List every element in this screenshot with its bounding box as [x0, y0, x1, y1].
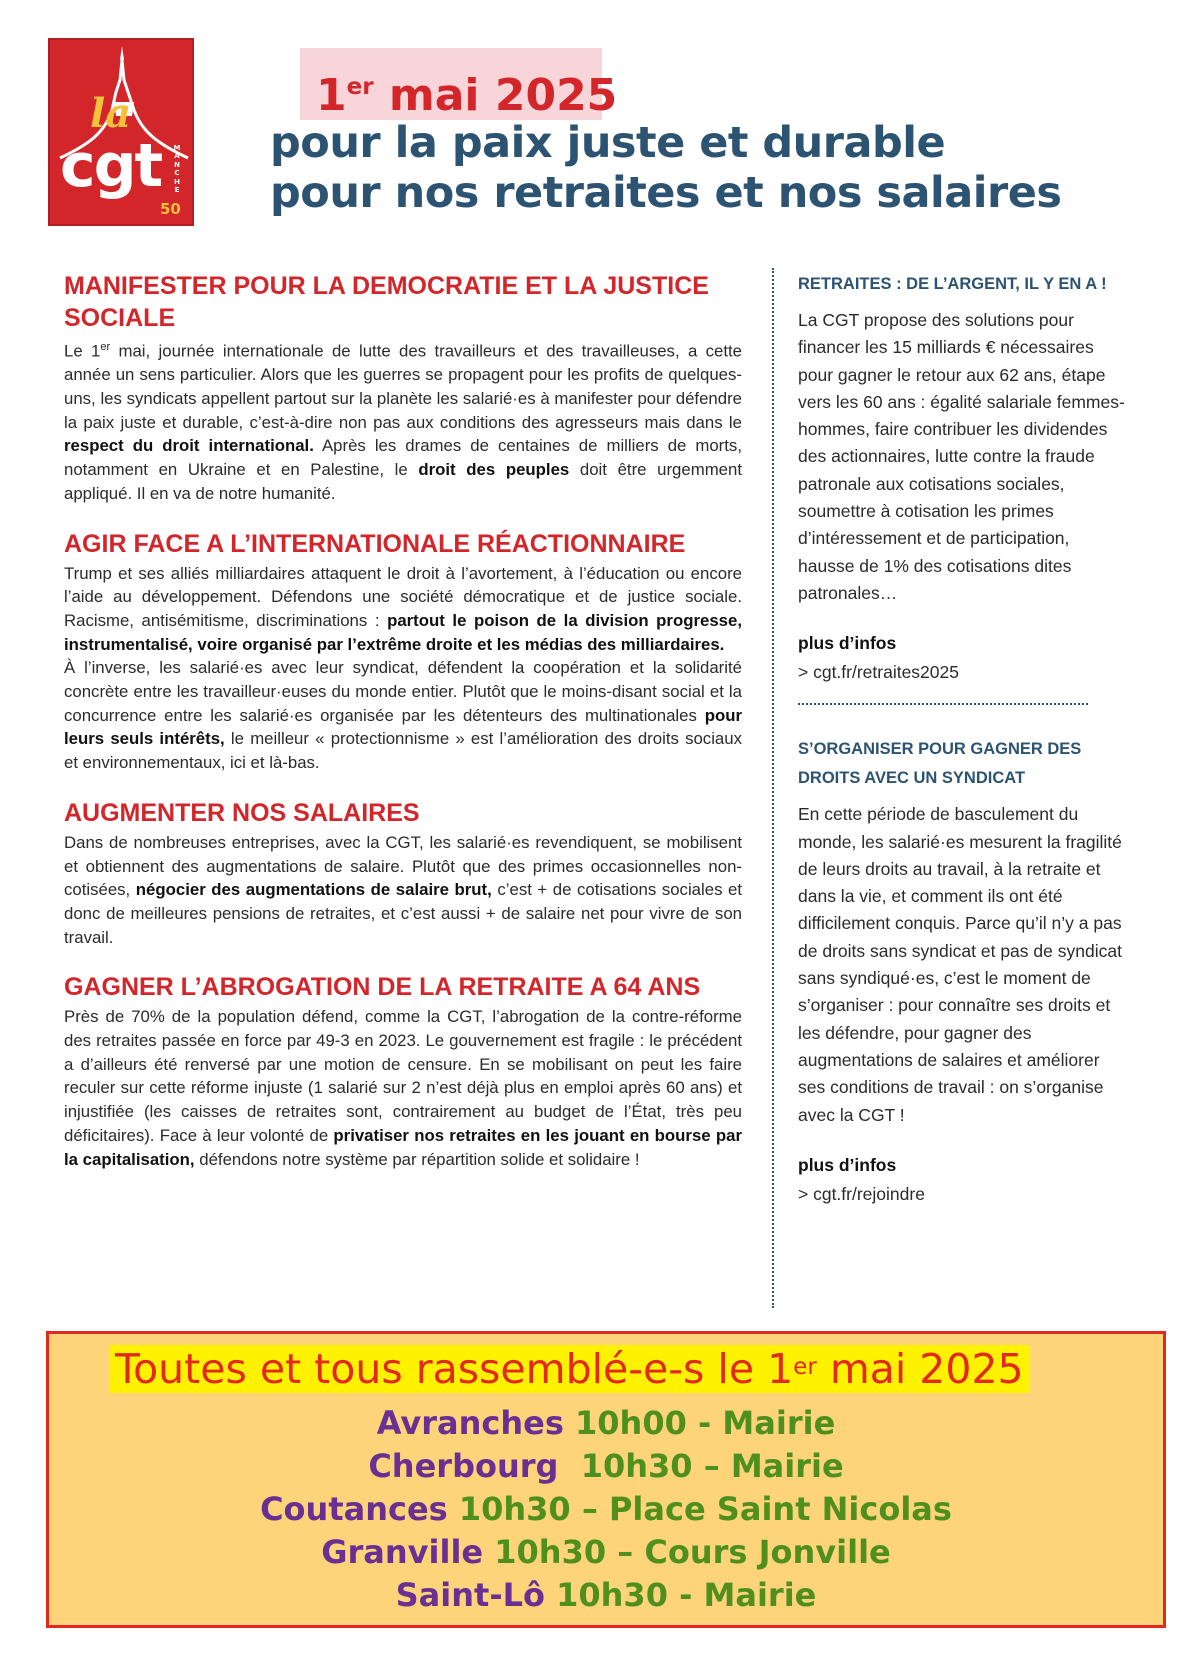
sidebar-box-syndicat: [798, 735, 1130, 1209]
headline: [270, 118, 1061, 218]
section-internationale: [64, 528, 742, 775]
section-body: Trump et ses alliés milliardaires attaquent le droit à l’avortement, à l’éducation ou encore l’aide au développement. Défendons une société démocratique et de justice sociale. Racisme, antisémitisme, discriminations : partout le poison de la division progresse, instrumentalisé, voire organisé par l’extrême droite et les médias des milliardaires.: [64, 563, 742, 654]
sidebar-text: En cette période de basculement du monde, les salarié·es mesurent la fragilité de leurs droits au travail, à la retraite et dans la vie, et comment ils ont été difficilement conquis. Parce qu’il n’y a pas de droits sans syndicat et pas de syndicat sans syndiqué·es, c’est le moment de s’organiser : pour connaître ses droits et les défendre, pour gagner des augmentations de salaires et améliorer ses conditions de travail : on s’organise avec la CGT !: [798, 804, 1122, 1125]
main-column: [64, 270, 742, 1193]
rally-location: Avranches 10h00 - Mairie: [376, 1404, 836, 1442]
rally-location: Saint-Lô 10h30 - Mairie: [395, 1576, 817, 1614]
section-body: À l’inverse, les salarié·es avec leur syndicat, défendent la coopération et la solidarité concrète entre les travailleur·euses du monde entier. Plutôt que le moins-disant social et la concurrence entre les salarié·es organisée par les détenteurs des multinationales pour leurs seuls intérêts, le meilleur « protectionnisme » est l’amélioration des droits sociaux et environnementaux, ici et là-bas.: [64, 658, 742, 773]
header-date: 1er mai 2025: [316, 70, 618, 121]
sidebar-title: RETRAITES : DE L’ARGENT, IL Y EN A !: [798, 275, 1107, 293]
more-info-label: plus d’infos: [798, 633, 897, 654]
section-title: AGIR FACE A L’INTERNATIONALE RÉACTIONNAIRE: [64, 529, 686, 558]
section-title: GAGNER L’ABROGATION DE LA RETRAITE A 64 ANS: [64, 973, 701, 1002]
sidebar-separator: [798, 703, 1088, 705]
rally-box: [46, 1331, 1166, 1628]
sidebar-text: La CGT propose des solutions pour financer les 15 milliards € nécessaires pour gagner le retour aux 62 ans, étape vers les 60 ans : égalité salariale femmes-hommes, faire contribuer les dividendes des actionnaires, lutte contre la fraude patronale aux cotisations sociales, soumettre à cotisation les primes d’intéressement et de participation, hausse de 1% des cotisations dites patronales…: [798, 310, 1125, 603]
rally-title: Toutes et tous rassemblé-e-s le 1er mai 2025: [109, 1345, 1030, 1393]
rally-location: Granville 10h30 – Cours Jonville: [321, 1533, 891, 1571]
section-democratie: [64, 270, 742, 506]
logo-manche: MANCHE: [173, 144, 181, 195]
rally-location: Cherbourg 10h30 – Mairie: [368, 1447, 844, 1485]
more-info: [798, 629, 1130, 687]
more-info: [798, 1151, 1130, 1209]
section-title: AUGMENTER NOS SALAIRES: [64, 798, 420, 827]
section-retraite: [64, 971, 742, 1171]
more-info-link[interactable]: > cgt.fr/retraites2025: [798, 662, 959, 683]
section-body: Le 1er mai, journée internationale de lutte des travailleurs et des travailleuses, a cette année un sens particulier. Alors que les guerres se propagent pour les profits de quelques-uns, les syndicats appellent partout sur la planète les salarié·es à manifester pour défendre la paix juste et durable, c’est-à-dire non pas aux conditions des agresseurs mais dans le respect du droit international. Après les drames de centaines de milliers de morts, notamment en Ukraine et en Palestine, le droit des peuples doit être urgemment appliqué. Il en va de notre humanité.: [64, 341, 743, 503]
rally-locations: [49, 1402, 1163, 1617]
sidebar-column: [798, 270, 1130, 1209]
cgt-logo: [48, 38, 194, 226]
logo-la: la: [90, 90, 132, 137]
sidebar-title: S’ORGANISER POUR GAGNER DES DROITS AVEC UN SYNDICAT: [798, 740, 1082, 788]
section-body: Près de 70% de la population défend, comme la CGT, l’abrogation de la contre-réforme des retraites passée en force par 49-3 en 2023. Le gouvernement est fragile : le précédent a d’ailleurs été renversé par une motion de censure. En se mobilisant on peut les faire reculer sur cette réforme injuste (1 salarié sur 2 n’est déjà plus en emploi après 60 ans) et injustifiée (les caisses de retraites sont, contrairement au budget de l’État, très peu déficitaires). Face à leur volonté de privatiser nos retraites en les jouant en bourse par la capitalisation, défendons notre système par répartition solide et solidaire !: [64, 1007, 742, 1169]
rally-location: Coutances 10h30 – Place Saint Nicolas: [260, 1490, 952, 1528]
section-salaires: [64, 797, 742, 950]
logo-cgt: cgt: [60, 131, 162, 201]
logo-department: 50: [160, 200, 181, 218]
section-body: Dans de nombreuses entreprises, avec la CGT, les salarié·es revendiquent, se mobilisent et obtiennent des augmentations de salaire. Plutôt que des primes occasionnelles non-cotisées, négocier des augmentations de salaire brut, c’est + de cotisations sociales et donc de meilleures pensions de retraites, et c’est aussi + de salaire net pour vivre de son travail.: [64, 832, 743, 947]
column-divider: [772, 268, 774, 1308]
headline-line-1: pour la paix juste et durable: [270, 118, 946, 168]
section-title: MANIFESTER POUR LA DEMOCRATIE ET LA JUSTICE SOCIALE: [64, 272, 709, 332]
sidebar-box-retraites: [798, 270, 1130, 687]
more-info-link[interactable]: > cgt.fr/rejoindre: [798, 1183, 925, 1204]
headline-line-2: pour nos retraites et nos salaires: [270, 168, 1062, 218]
more-info-label: plus d’infos: [798, 1154, 897, 1175]
